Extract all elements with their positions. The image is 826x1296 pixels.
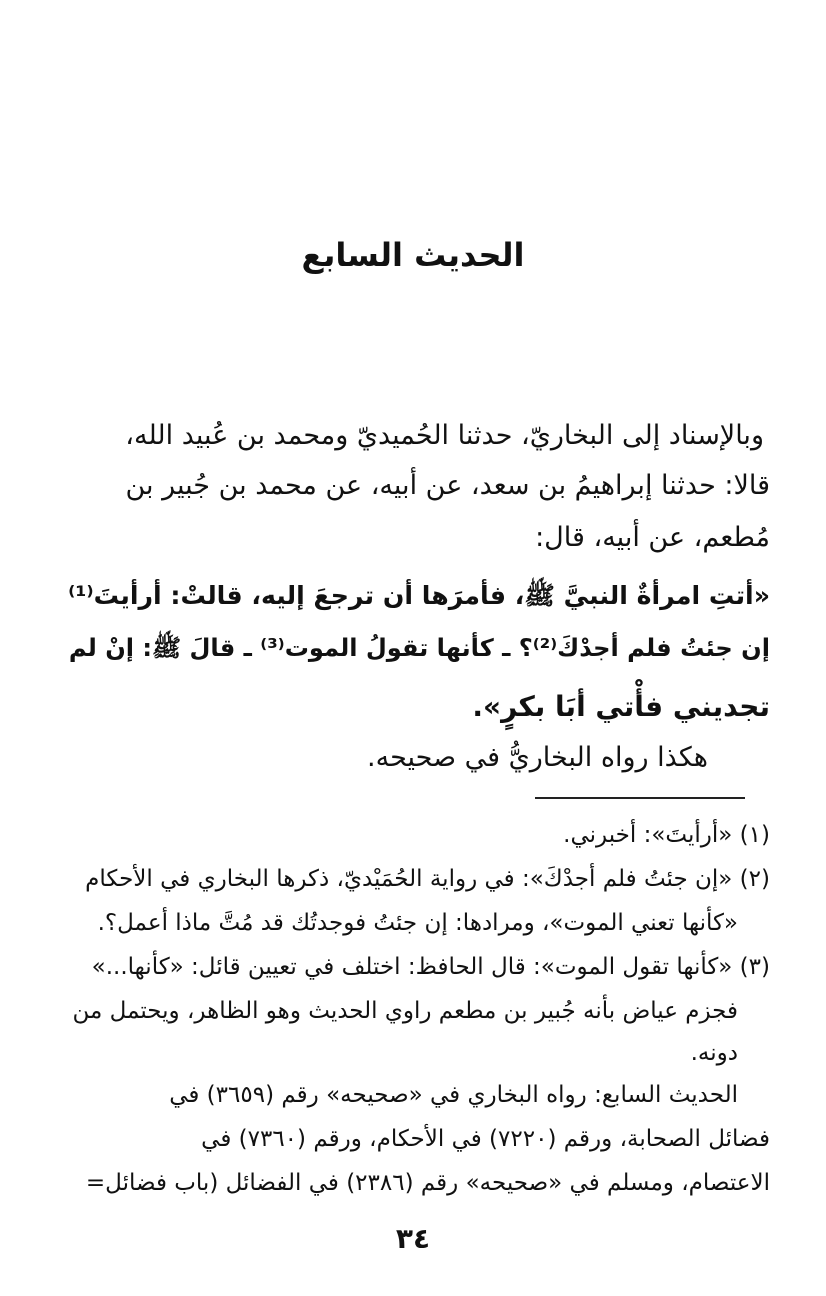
footnote-3-line-3: دونه. <box>690 1040 738 1066</box>
page-number: ٣٤ <box>395 1222 431 1255</box>
isnad-line-3: مُطعم، عن أبيه، قال: <box>535 522 770 553</box>
footnote-1: (١) «أرأيتَ»: أخبرني. <box>563 822 770 848</box>
isnad-line-2: قالا: حدثنا إبراهيمُ بن سعد، عن أبيه، عن محمد بن جُبير بن <box>125 470 770 501</box>
footnote-separator <box>535 797 745 799</box>
footnote-2-line-2: «كأنها تعني الموت»، ومرادها: إن جئتُ فوجدتُك قد مُتَّ ماذا أعمل؟. <box>97 910 738 936</box>
isnad-line-1: وبالإسناد إلى البخاريّ، حدثنا الحُميديّ ومحمد بن عُبيد الله، <box>125 420 764 451</box>
takhrij-line-1: الحديث السابع: رواه البخاري في «صحيحه» رقم (٣٦٥٩) في <box>169 1082 738 1108</box>
conclusion-line: هكذا رواه البخاريُّ في صحيحه. <box>367 742 708 773</box>
takhrij-line-3: الاعتصام، ومسلم في «صحيحه» رقم (٢٣٨٦) في الفضائل (باب فضائل= <box>85 1170 770 1196</box>
hadith-title: الحديث السابع <box>301 236 525 274</box>
takhrij-line-2: فضائل الصحابة، ورقم (٧٢٢٠) في الأحكام، ورقم (٧٣٦٠) في <box>201 1126 770 1152</box>
matn-line-2: إن جئتُ فلم أجدْكَ⁽²⁾؟ ـ كأنها تقولُ الموت⁽³⁾ ـ قالَ ﷺ: إنْ لم <box>68 634 770 662</box>
matn-line-1: «أتتِ امرأةٌ النبيَّ ﷺ، فأمرَها أن ترجعَ إليه، قالتْ: أرأيتَ⁽¹⁾ <box>68 581 770 610</box>
matn-line-3: تجديني فأْتي أبَا بكرٍ». <box>472 690 770 723</box>
footnote-2-line-1: (٢) «إن جئتُ فلم أجدْكَ»: في رواية الحُمَيْديّ، ذكرها البخاري في الأحكام <box>85 866 770 892</box>
footnote-3-line-1: (٣) «كأنها تقول الموت»: قال الحافظ: اختلف في تعيين قائل: «كأنها...» <box>91 954 770 980</box>
footnote-3-line-2: فجزم عياض بأنه جُبير بن مطعم راوي الحديث وهو الظاهر، ويحتمل من <box>72 998 738 1024</box>
